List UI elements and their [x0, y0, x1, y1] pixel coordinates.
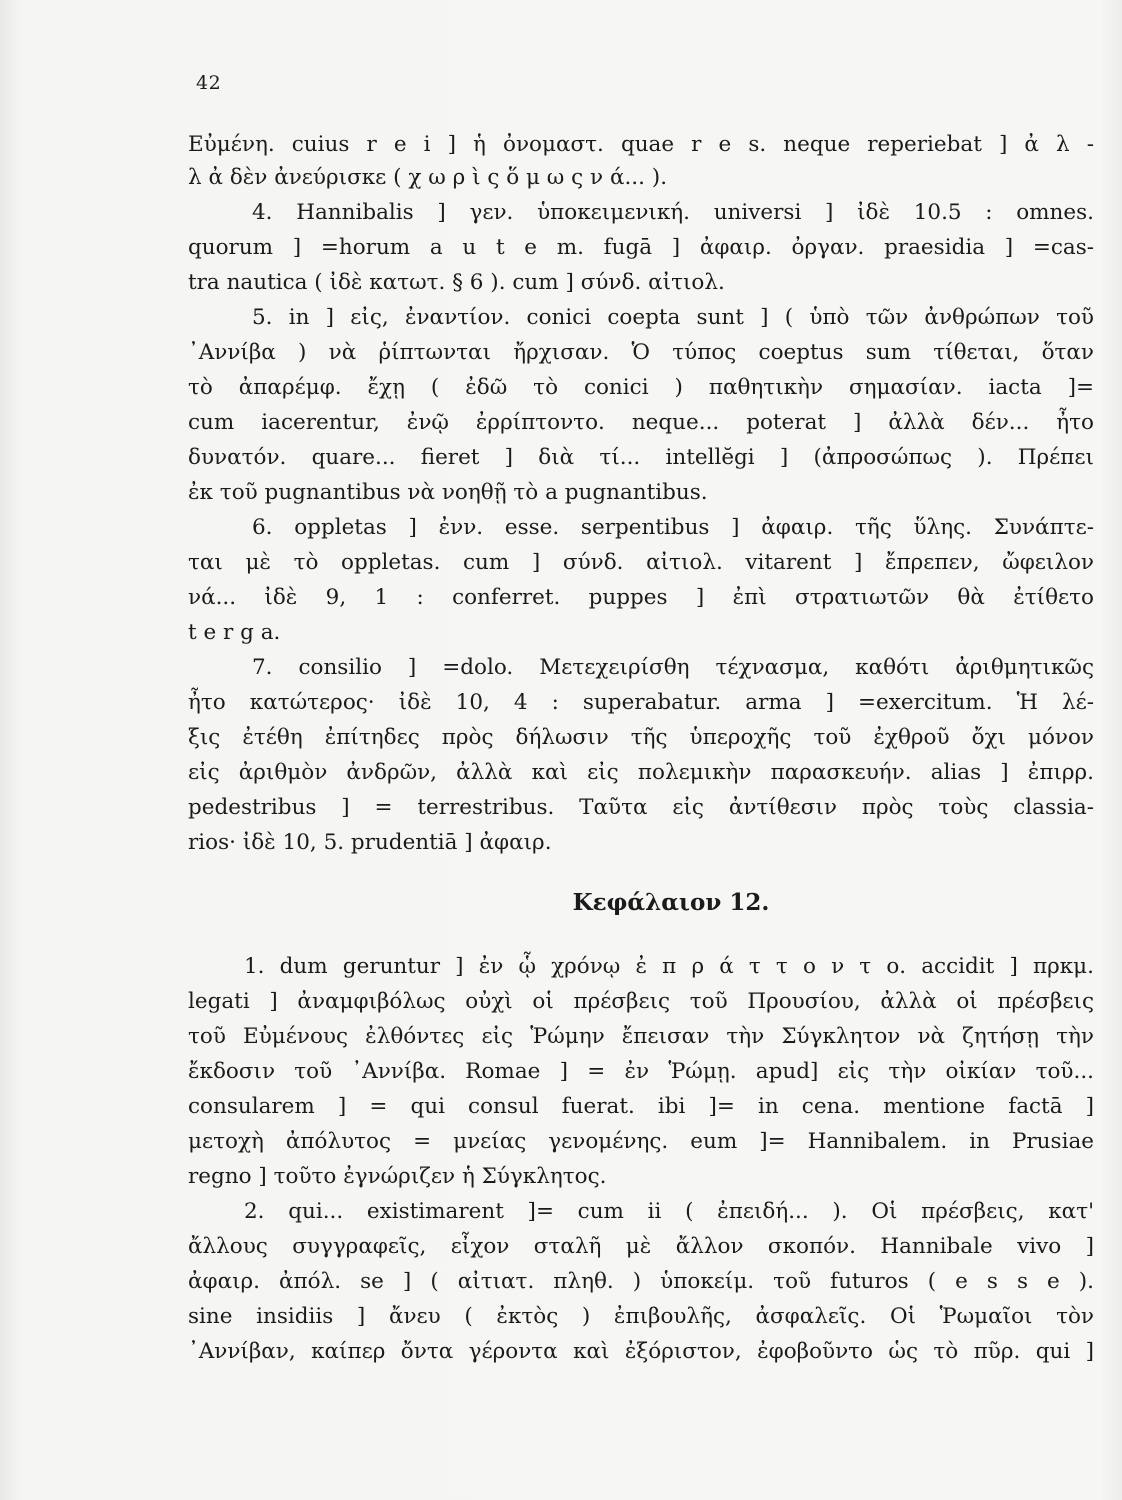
text-line: ἐκ τοῦ pugnantibus νὰ νοηθῇ τὸ a pugnantibus.	[188, 480, 708, 505]
text-line: μετοχὴ ἀπόλυτος = μνείας γενομένης. eum ]= Hannibalem. in Prusiae	[188, 1129, 1094, 1154]
text-line: 7. consilio ] =dolo. Μετεχειρίσθη τέχνασμα, καθότι ἀριθμητικῶς	[252, 655, 1094, 680]
text-line: tra nautica ( ἰδὲ κατωτ. § 6 ). cum ] σύνδ. αἰτιολ.	[188, 270, 725, 295]
text-line: ται μὲ τὸ oppletas. cum ] σύνδ. αἰτιολ. vitarent ] ἔπρεπεν, ὤφειλον	[188, 550, 1094, 575]
text-line: 6. oppletas ] ἐνν. esse. serpentibus ] ἀφαιρ. τῆς ὕλης. Συνάπτε-	[252, 515, 1094, 540]
text-line: sine insidiis ] ἄνευ ( ἐκτὸς ) ἐπιβουλῆς, ἀσφαλεῖς. Οἱ Ῥωμαῖοι τὸν	[188, 1304, 1094, 1329]
text-line: ξις ἐτέθη ἐπίτηδες πρὸς δήλωσιν τῆς ὑπεροχῆς τοῦ ἐχθροῦ ὄχι μόνον	[188, 725, 1094, 750]
text-line: cum iacerentur, ἐνῷ ἐρρίπτοντο. neque... poterat ] ἀλλὰ δέν... ἦτο	[188, 410, 1094, 435]
text-line: 5. in ] εἰς, ἐναντίον. conici coepta sunt ] ( ὑπὸ τῶν ἀνθρώπων τοῦ	[252, 305, 1094, 330]
text-line: Εὐμένη. cuius r e i ] ἡ ὀνομαστ. quae r e s. neque reperiebat ] ἀ λ -	[188, 132, 1094, 157]
text-line: ἀφαιρ. ἀπόλ. se ] ( αἰτιατ. πληθ. ) ὑποκείμ. τοῦ futuros ( e s s e ).	[188, 1269, 1094, 1294]
text-line: pedestribus ] = terrestribus. Ταῦτα εἰς ἀντίθεσιν πρὸς τοὺς classia-	[188, 795, 1094, 820]
page-number: 42	[196, 72, 222, 94]
text-line: 1. dum geruntur ] ἐν ᾧ χρόνῳ ἐ π ρ ά τ τ ο ν τ ο. accidit ] πρκμ.	[244, 954, 1094, 979]
text-line: legati ] ἀναμφιβόλως οὐχὶ οἱ πρέσβεις τοῦ Προυσίου, ἀλλὰ οἱ πρέσβεις	[188, 989, 1094, 1014]
text-line: δυνατόν. quare... fieret ] διὰ τί... intellĕgi ] (ἀπροσώπως ). Πρέπει	[188, 445, 1094, 470]
text-line: ἔκδοσιν τοῦ ᾿Αννίβα. Romae ] = ἐν Ῥώμῃ. apud] εἰς τὴν οἰκίαν τοῦ...	[188, 1059, 1094, 1084]
chapter-heading: Κεφάλαιον 12.	[572, 889, 770, 916]
text-line: τοῦ Εὐμένους ἐλθόντες εἰς Ῥώμην ἔπεισαν τὴν Σύγκλητον νὰ ζητήσῃ τὴν	[188, 1024, 1094, 1049]
text-line: εἰς ἀριθμὸν ἀνδρῶν, ἀλλὰ καὶ εἰς πολεμικὴν παρασκευήν. alias ] ἐπιρρ.	[188, 760, 1094, 785]
text-line: τὸ ἀπαρέμφ. ἔχῃ ( ἐδῶ τὸ conici ) παθητικὴν σημασίαν. iacta ]=	[188, 375, 1094, 400]
text-line: ἦτο κατώτερος· ἰδὲ 10, 4 : superabatur. arma ] =exercitum. Ἡ λέ-	[188, 690, 1094, 715]
text-line: quorum ] =horum a u t e m. fugā ] ἀφαιρ. ὀργαν. praesidia ] =cas-	[188, 235, 1094, 260]
text-line: t e r g a.	[188, 620, 281, 645]
text-line: 2. qui... existimarent ]= cum ii ( ἐπειδή... ). Οἱ πρέσβεις, κατ'	[244, 1199, 1094, 1224]
text-line: rios· ἰδὲ 10, 5. prudentiā ] ἀφαιρ.	[188, 830, 552, 855]
text-line: ἄλλους συγγραφεῖς, εἶχον σταλῆ μὲ ἄλλον σκοπόν. Hannibale vivo ]	[188, 1234, 1094, 1259]
text-line: regno ] τοῦτο ἐγνώριζεν ἡ Σύγκλητος.	[188, 1164, 607, 1189]
text-line: ᾿Αννίβα ) νὰ ῥίπτωνται ἤρχισαν. Ὁ τύπος coeptus sum τίθεται, ὅταν	[188, 340, 1094, 365]
text-line: consularem ] = qui consul fuerat. ibi ]= in cena. mentione factā ]	[188, 1094, 1094, 1119]
text-line: ᾿Αννίβαν, καίπερ ὄντα γέροντα καὶ ἐξόριστον, ἐφοβοῦντο ὡς τὸ πῦρ. qui ]	[188, 1339, 1094, 1364]
text-line: νά... ἰδὲ 9, 1 : conferret. puppes ] ἐπὶ στρατιωτῶν θὰ ἐτίθετο	[188, 585, 1094, 610]
text-line: λ ἀ δὲν ἀνεύρισκε ( χ ω ρ ὶ ς ὅ μ ω ς ν ά... ).	[188, 165, 668, 190]
text-line: 4. Hannibalis ] γεν. ὑποκειμενική. universi ] ἰδὲ 10.5 : omnes.	[252, 200, 1094, 225]
